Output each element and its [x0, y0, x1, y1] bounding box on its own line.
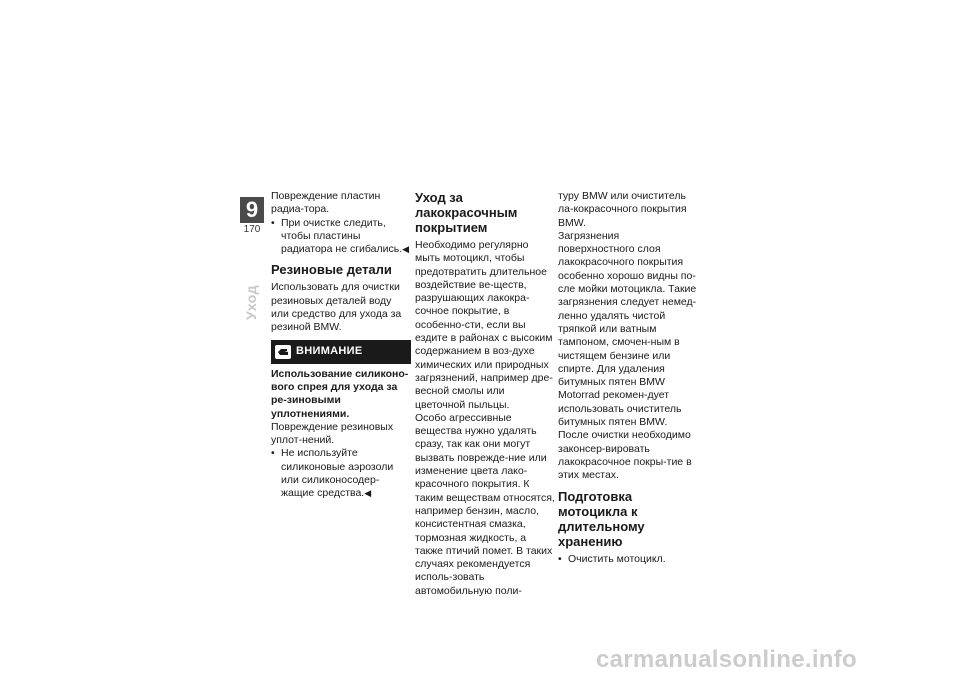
list-item-text: Не используйте силиконовые аэрозоли или силиконосодер-жащие средства. — [281, 447, 394, 500]
section-heading-paint: Уход за лакокрасочным покрытием — [415, 190, 518, 235]
list-item — [271, 447, 411, 500]
column-3 — [558, 190, 698, 566]
paragraph: Использовать для очистки резиновых деталей воду или средство для ухода за резиной BMW. — [271, 281, 402, 334]
list-item — [271, 217, 411, 257]
list-item — [558, 553, 698, 566]
bullet-icon: • — [558, 552, 562, 565]
watermark-text: carmanualsonline.info — [596, 646, 858, 673]
paragraph: туру BMW или очиститель ла-кокрасочного покрытия BMW. — [558, 190, 687, 229]
warning-text: Повреждение резиновых уплот-нений. — [271, 420, 394, 447]
chapter-tab — [240, 197, 264, 235]
column-2 — [415, 190, 555, 598]
list-item-text: Очистить мотоцикл. — [568, 552, 666, 565]
paragraph: Необходимо регулярно мыть мотоцикл, чтобы предотвратить длительное воздействие ве-ществ, разрушающих лакокра-сочное покрытие, в особенно-сти, если вы ездите в районах с высоким содержанием в воз-духе химических или природных загрязнений, например дре-весной смолы или цветочной пыльцы. — [415, 239, 553, 411]
end-mark-icon: ◀ — [402, 244, 410, 255]
intro-text: Повреждение пластин радиа-тора. — [271, 190, 381, 216]
warning-hand-icon — [275, 345, 291, 359]
bullet-icon: • — [271, 447, 275, 460]
warning-title: ВНИМАНИЕ — [296, 345, 363, 358]
bullet-icon: • — [271, 216, 275, 229]
list-item-text: При очистке следить, чтобы пластины радиатора не сгибались. — [281, 216, 403, 256]
end-mark-icon: ◀ — [364, 488, 372, 499]
section-heading-storage: Подготовка мотоцикла к длительному хранению — [558, 488, 645, 549]
page-number: 170 — [243, 224, 261, 235]
warning-bold-text: Использование силиконо-вого спрея для ухода за ре-зиновыми уплотнениями. — [271, 367, 409, 420]
column-1 — [271, 190, 411, 501]
section-label: Уход — [243, 284, 259, 320]
chapter-number: 9 — [240, 197, 264, 223]
warning-box — [271, 340, 411, 364]
paragraph: Особо агрессивные вещества нужно удалять сразу, так как они могут вызвать поврежде-ние или изменение цвета лако-красочного покрытия. К таким веществам относятся, например бензин, масло, консистентная смазка, тормозная жидкость, а также птичий помет. В таких случаях рекомендуется исполь-зовать автомобильную поли- — [415, 411, 555, 597]
paragraph: Загрязнения поверхностного слоя лакокрасочного покрытия особенно хорошо видны по-сле мойки мотоцикла. Такие загрязнения следует немед-ленно удалять чистой тряпкой или ватным тампоном, смочен-ным в чистящем бензине или спирте. Для удаления битумных пятен BMW Motorrad рекомен-дует использовать очиститель битумных пятен BMW. После очистки необходимо законсер-вировать лакокрасочное покры-тие в этих местах. — [558, 229, 697, 482]
section-heading-rubber: Резиновые детали — [271, 262, 392, 278]
